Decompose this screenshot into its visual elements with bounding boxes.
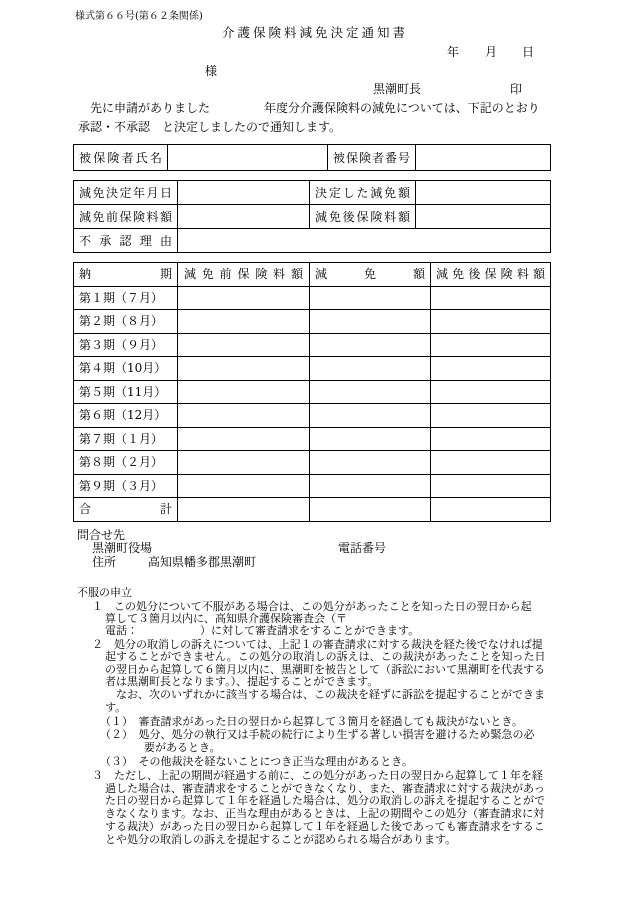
premium-before-cell bbox=[178, 333, 310, 357]
installment-period: 第１期（７月） bbox=[74, 286, 178, 310]
inquiry-office: 黒潮町役場 bbox=[92, 541, 153, 555]
insured-table bbox=[73, 144, 551, 171]
installment-period: 第４期（10月） bbox=[74, 357, 178, 381]
premium-after-cell bbox=[431, 474, 551, 498]
form-number: 様式第６６号(第６２条関係) bbox=[75, 11, 203, 22]
premium-after-label: 減免後保険料額 bbox=[310, 205, 416, 229]
appeal-line: 算して３箇月以内に、高知県介護保険審査会（〒 bbox=[105, 611, 347, 625]
intro-text-start: 先に申請がありました bbox=[90, 101, 211, 115]
premium-before-cell bbox=[178, 205, 310, 229]
installment-row bbox=[74, 310, 551, 334]
premium-before-cell bbox=[178, 474, 310, 498]
decision-row bbox=[74, 229, 551, 253]
premium-before-cell bbox=[178, 427, 310, 451]
appeal-line: ３ ただし、上記の期間が経過する前に、この処分があった日の翌日から起算して１年を経 bbox=[92, 768, 543, 782]
premium-before-cell bbox=[178, 310, 310, 334]
reduction-amount-cell bbox=[310, 286, 431, 310]
appeal-line: ２ 処分の取消しの訴えについては、上記１の審査請求に対する裁決を経た後でなければ提 bbox=[92, 637, 543, 651]
date-month-label: 月 bbox=[485, 45, 498, 59]
insured-number-label: 被保険者番号 bbox=[328, 145, 416, 171]
header-period: 納期 bbox=[74, 263, 178, 287]
premium-after-cell bbox=[416, 205, 551, 229]
decided-amount-label: 決定した減免額 bbox=[310, 181, 416, 205]
document-title: 介護保険料減免決定通知書 bbox=[222, 25, 409, 40]
appeal-line: の翌日から起算して６箇月以内に、黒潮町を被告として（訴訟において黒潮町を代表する bbox=[105, 662, 545, 676]
reduction-amount-cell bbox=[310, 380, 431, 404]
reduction-amount-cell bbox=[310, 451, 431, 475]
premium-after-cell bbox=[431, 357, 551, 381]
appeal-line: す。 bbox=[105, 700, 127, 714]
decision-date-cell bbox=[178, 181, 310, 205]
insured-number-cell bbox=[416, 145, 551, 171]
date-day-label: 日 bbox=[522, 45, 535, 59]
premium-after-cell bbox=[431, 310, 551, 334]
appeal-heading: 不服の申立 bbox=[77, 585, 132, 599]
appeal-line: 起することができません。この処分の取消しの訴えは、この裁決があったことを知った日 bbox=[105, 649, 546, 663]
appeal-line: （３） その他裁決を経ないことにつき正当な理由があるとき。 bbox=[100, 754, 413, 768]
total-label: 合計 bbox=[74, 498, 178, 522]
inquiry-address-label: 住所 bbox=[92, 555, 117, 569]
reduction-amount-cell bbox=[310, 404, 431, 428]
installment-row bbox=[74, 474, 551, 498]
installment-total-row bbox=[74, 498, 551, 522]
reduction-amount-cell bbox=[310, 357, 431, 381]
installment-row bbox=[74, 286, 551, 310]
installment-row bbox=[74, 404, 551, 428]
appeal-phone-label: 電話： bbox=[105, 623, 138, 637]
intro-text-continued: 年度分介護保険料の減免については、下記のとおり bbox=[264, 101, 540, 115]
installment-row bbox=[74, 427, 551, 451]
premium-after-cell bbox=[431, 427, 551, 451]
decision-table bbox=[73, 180, 551, 253]
total-premium-after-cell bbox=[431, 498, 551, 522]
premium-before-cell bbox=[178, 357, 310, 381]
appeal-line: とや処分の取消しの訴えを提起することが認められる場合があります。 bbox=[105, 832, 457, 846]
appeal-line: （１） 審査請求があった日の翌日から起算して３箇月を経過しても裁決がないとき。 bbox=[100, 714, 523, 728]
decision-row bbox=[74, 205, 551, 229]
installment-row bbox=[74, 333, 551, 357]
installment-period: 第８期（２月） bbox=[74, 451, 178, 475]
inquiry-phone-label: 電話番号 bbox=[338, 541, 387, 555]
installment-period: 第３期（９月） bbox=[74, 333, 178, 357]
date-year-label: 年 bbox=[447, 45, 460, 59]
premium-after-cell bbox=[431, 333, 551, 357]
appeal-line: た日の翌日から起算して１年を経過した場合は、処分の取消しの訴えを提起することがで bbox=[105, 793, 545, 807]
premium-before-cell bbox=[178, 286, 310, 310]
header-reduction-amount: 減免額 bbox=[310, 263, 431, 287]
installment-period: 第９期（３月） bbox=[74, 474, 178, 498]
installment-period: 第７期（１月） bbox=[74, 427, 178, 451]
premium-before-cell bbox=[178, 451, 310, 475]
rejection-reason-cell bbox=[178, 229, 551, 253]
reduction-amount-cell bbox=[310, 427, 431, 451]
insured-row bbox=[74, 145, 551, 171]
header-premium-after: 減免後保険料額 bbox=[431, 263, 551, 287]
decision-date-label: 減免決定年月日 bbox=[74, 181, 178, 205]
insured-name-label: 被保険者氏名 bbox=[74, 145, 168, 171]
appeal-line: 者は黒潮町長となります。）、提起することができます。 bbox=[105, 674, 379, 688]
issuer-name: 黒潮町長 bbox=[373, 82, 422, 96]
reduction-amount-cell bbox=[310, 333, 431, 357]
installment-row bbox=[74, 451, 551, 475]
appeal-line: 過した場合は、審査請求をすることができなくなり、また、審査請求に対する裁決があっ bbox=[105, 781, 545, 795]
inquiry-address: 高知県幡多郡黒潮町 bbox=[148, 555, 257, 569]
appeal-line: １ この処分について不服がある場合は、この処分があったことを知った日の翌日から起 bbox=[92, 599, 532, 613]
appeal-line: なお、次のいずれかに該当する場合は、この裁決を経ずに訴訟を提起することができま bbox=[116, 687, 545, 701]
installment-period: 第６期（12月） bbox=[74, 404, 178, 428]
appeal-line: 要があるとき。 bbox=[144, 740, 221, 754]
total-reduction-amount-cell bbox=[310, 498, 431, 522]
installment-table bbox=[73, 262, 551, 522]
reduction-amount-cell bbox=[310, 310, 431, 334]
appeal-line: きなくなります。なお、正当な理由があるときは、上記の期間やこの処分（審査請求に対 bbox=[105, 806, 545, 820]
premium-before-label: 減免前保険料額 bbox=[74, 205, 178, 229]
header-premium-before: 減免前保険料額 bbox=[178, 263, 310, 287]
premium-after-cell bbox=[431, 380, 551, 404]
inquiry-heading: 問合せ先 bbox=[77, 528, 126, 542]
premium-before-cell bbox=[178, 404, 310, 428]
premium-after-cell bbox=[431, 404, 551, 428]
decision-row bbox=[74, 181, 551, 205]
premium-after-cell bbox=[431, 286, 551, 310]
insured-name-cell bbox=[168, 145, 328, 171]
decided-amount-cell bbox=[416, 181, 551, 205]
seal-mark: 印 bbox=[510, 82, 523, 96]
installment-row bbox=[74, 357, 551, 381]
installment-header-row bbox=[74, 263, 551, 287]
premium-after-cell bbox=[431, 451, 551, 475]
addressee-suffix: 様 bbox=[205, 64, 218, 78]
reduction-amount-cell bbox=[310, 474, 431, 498]
appeal-line: ）に対して審査請求をすることができます。 bbox=[200, 623, 420, 637]
decision-statement: 承認・不承認 と決定しましたので通知します。 bbox=[78, 120, 342, 134]
premium-before-cell bbox=[178, 380, 310, 404]
rejection-reason-label: 不承認理由 bbox=[74, 229, 178, 253]
total-premium-before-cell bbox=[178, 498, 310, 522]
installment-period: 第２期（８月） bbox=[74, 310, 178, 334]
appeal-line: する裁決）があった日の翌日から起算して１年を経過した後であっても審査請求をするこ bbox=[105, 819, 545, 833]
appeal-line: （２） 処分、処分の執行又は手続の続行により生ずる著しい損害を避けるため緊急の必 bbox=[100, 727, 535, 741]
installment-period: 第５期（11月） bbox=[74, 380, 178, 404]
installment-row bbox=[74, 380, 551, 404]
